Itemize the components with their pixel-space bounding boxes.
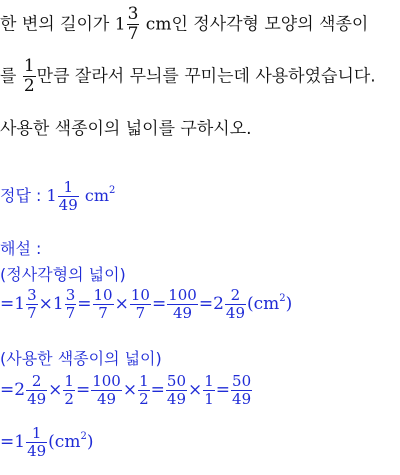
- step1-title: (정사각형의 넓이): [0, 265, 126, 284]
- fraction: $\frac{1}{2}$: [64, 372, 74, 408]
- step1-equation: =1 $\frac{3}{7}$ ×1 $\frac{3}{7}$ = $\frac{10}{7}$ × $\frac{10}{7}$ = $\frac{100}{49}$ =2 $\frac{2}{49}$ $(cm^2)$: [0, 286, 293, 322]
- fraction: $\frac{50}{49}$: [166, 372, 186, 408]
- fraction: $\frac{100}{49}$: [92, 372, 121, 408]
- answer-label: 정답 :: [0, 186, 47, 205]
- fraction: $\frac{3}{7}$: [65, 286, 76, 322]
- fraction: $\frac{1}{1}$: [204, 372, 214, 408]
- fraction: $\frac{100}{49}$: [168, 286, 197, 322]
- fraction: $\frac{2}{49}$: [225, 286, 245, 322]
- problem-text: 인 정사각형 모양의 색종이: [171, 14, 369, 35]
- part-fraction: $\frac{1}{2}$: [23, 56, 35, 96]
- fraction: $\frac{1}{49}$: [27, 424, 47, 460]
- answer-fraction: $\frac{1}{49}$: [58, 178, 78, 214]
- step2-equation: =2 $\frac{2}{49}$ × $\frac{1}{2}$ = $\frac{100}{49}$ × $\frac{1}{2}$ = $\frac{50}{49}$ × $\frac{1}{1}$ = $\frac{50}{49}$: [0, 372, 252, 408]
- answer-line: 정답 : 1 $\frac{1}{49}$ $cm^2$: [0, 178, 116, 214]
- problem-line-3: 사용한 색종이의 넓이를 구하시오.: [0, 119, 252, 139]
- unit-cm: cm: [140, 14, 172, 35]
- fraction: $\frac{2}{49}$: [27, 372, 47, 408]
- problem-line-1: [0, 6, 368, 43]
- problem-line-2: [0, 58, 376, 95]
- fraction: $\frac{1}{2}$: [139, 372, 149, 408]
- answer-unit: cm: [79, 186, 109, 205]
- fraction: $\frac{3}{7}$: [27, 286, 37, 322]
- fraction: $\frac{10}{7}$: [93, 286, 113, 322]
- fraction: $\frac{50}{49}$: [232, 372, 252, 408]
- problem-text: 를: [0, 66, 22, 87]
- problem-text: 한 변의 길이가: [0, 14, 115, 35]
- fraction: $\frac{10}{7}$: [130, 286, 150, 322]
- step2-title: (사용한 색종이의 넓이): [0, 349, 162, 368]
- explanation-label: 해설 :: [0, 239, 42, 258]
- side-length-fraction: $\frac{3}{7}$: [127, 4, 139, 44]
- side-length-whole: 1: [114, 14, 126, 35]
- problem-text: 만큼 잘라서 무늬를 꾸미는데 사용하였습니다.: [36, 66, 376, 87]
- final-result: =1 $\frac{1}{49}$ $(cm^2)$: [0, 424, 94, 460]
- answer-whole: 1: [46, 186, 57, 205]
